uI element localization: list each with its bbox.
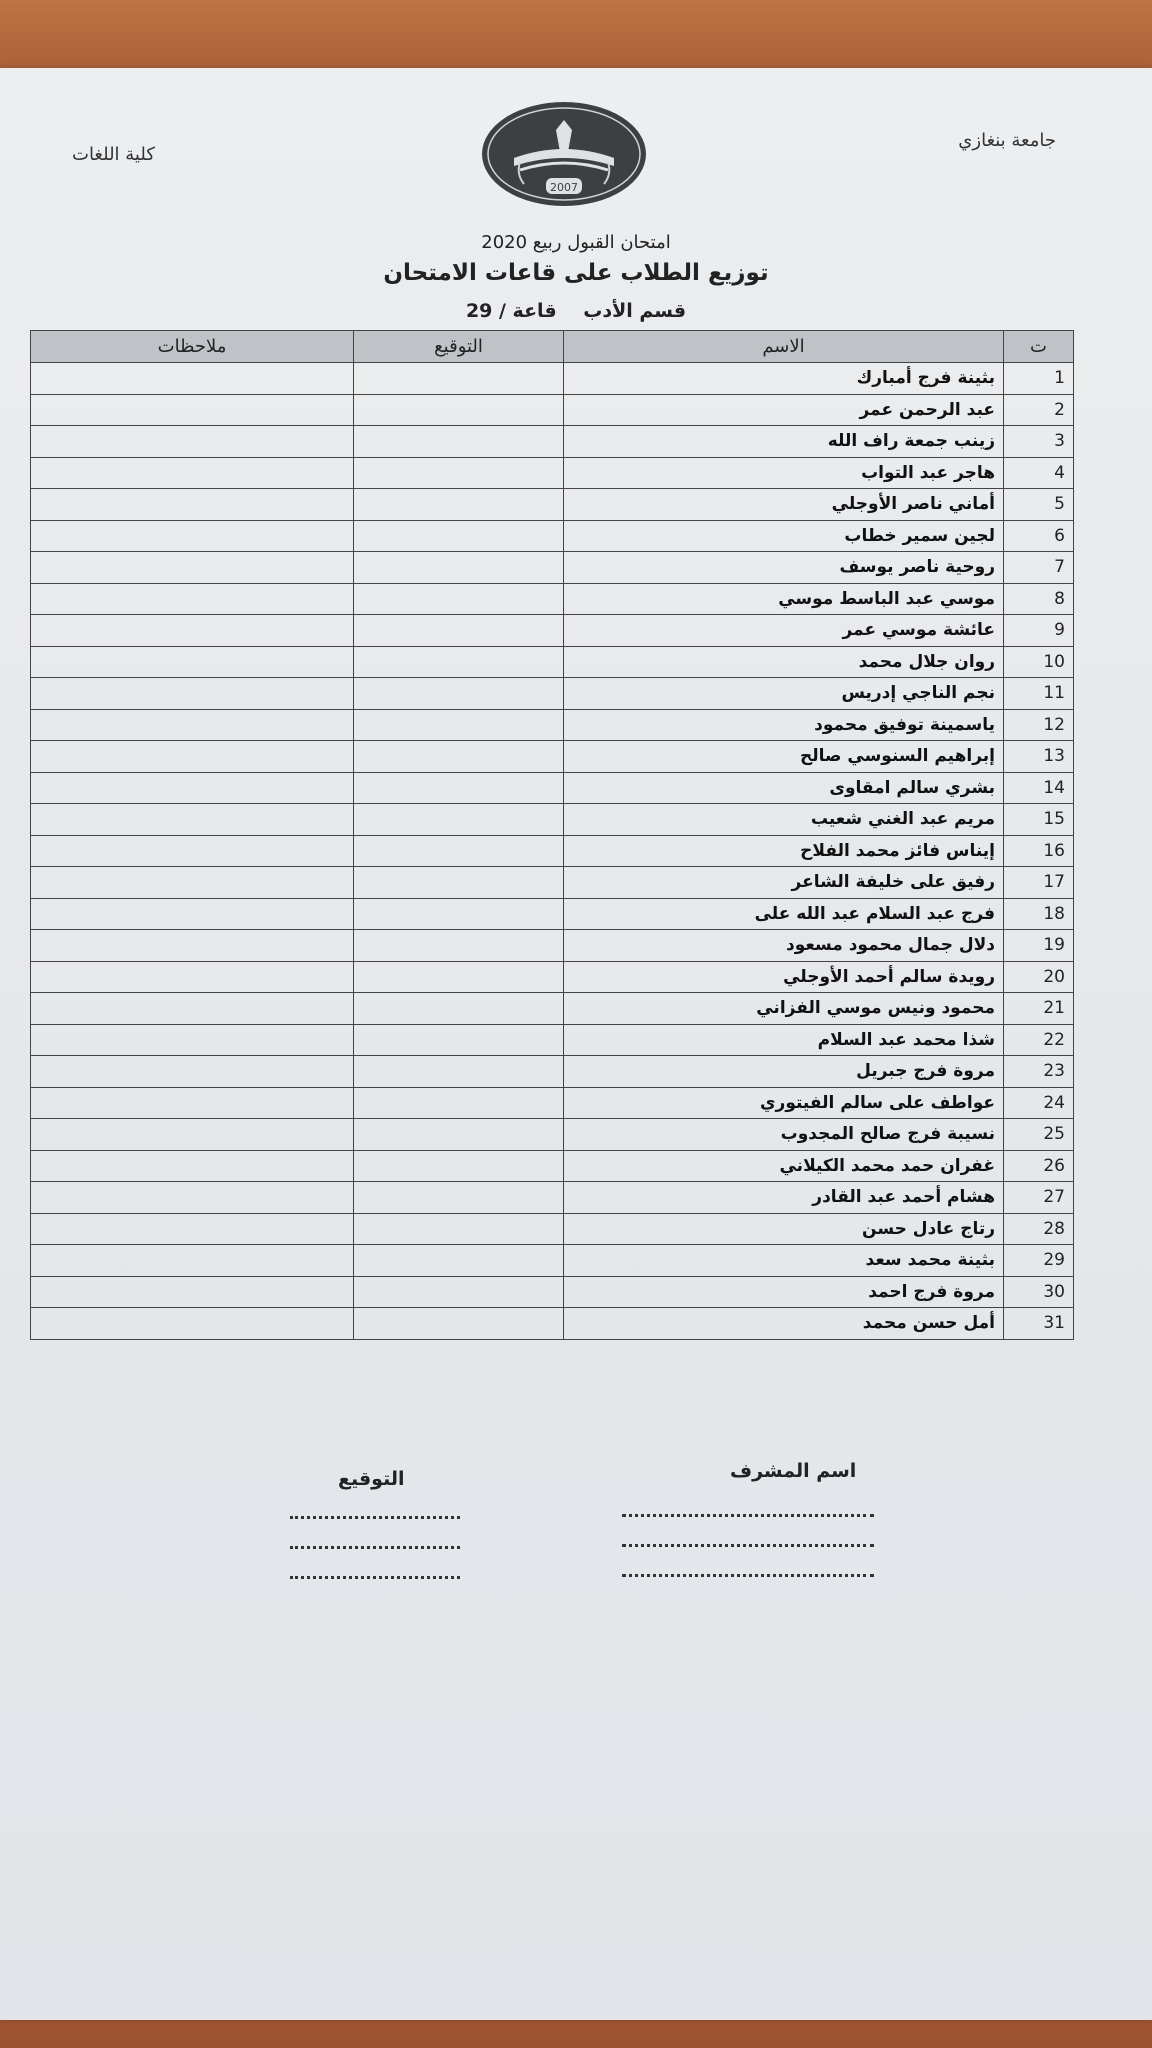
signature-cell [354,709,564,741]
table-row [31,804,1074,836]
table-row [31,993,1074,1025]
signature-cell [354,646,564,678]
signature-cell [354,426,564,458]
signature-cell [354,772,564,804]
row-number: 28 [1004,1213,1074,1245]
signature-cell [354,1024,564,1056]
table-row [31,583,1074,615]
signature-cell [354,1119,564,1151]
attendance-table [30,330,1074,1340]
notes-cell [31,426,354,458]
row-number: 9 [1004,615,1074,647]
col-name: الاسم [564,331,1004,363]
signature-cell [354,489,564,521]
signature-cell [354,615,564,647]
table-row [31,1150,1074,1182]
student-name: لجين سمير خطاب [564,520,1004,552]
table-row [31,1056,1074,1088]
row-number: 7 [1004,552,1074,584]
row-number: 23 [1004,1056,1074,1088]
row-number: 18 [1004,898,1074,930]
signature-cell [354,1056,564,1088]
signature-cell [354,1182,564,1214]
signature-cell [354,552,564,584]
signature-cell [354,1276,564,1308]
department-label: قسم الأدب [583,300,687,322]
student-name: نسيبة فرج صالح المجدوب [564,1119,1004,1151]
row-number: 21 [1004,993,1074,1025]
notes-cell [31,646,354,678]
signature-cell [354,961,564,993]
notes-cell [31,363,354,395]
student-name: إيناس فائز محمد الفلاح [564,835,1004,867]
student-name: إبراهيم السنوسي صالح [564,741,1004,773]
signature-cell [354,804,564,836]
row-number: 25 [1004,1119,1074,1151]
table-header-row [31,331,1074,363]
signature-cell [354,678,564,710]
notes-cell [31,772,354,804]
row-number: 22 [1004,1024,1074,1056]
student-name: شذا محمد عبد السلام [564,1024,1004,1056]
supervisor-line-1 [622,1514,874,1517]
student-name: أماني ناصر الأوجلي [564,489,1004,521]
notes-cell [31,1182,354,1214]
signature-line-1 [290,1516,460,1519]
notes-cell [31,867,354,899]
row-number: 11 [1004,678,1074,710]
signature-cell [354,394,564,426]
row-number: 30 [1004,1276,1074,1308]
signature-cell [354,930,564,962]
signature-line-3 [290,1576,460,1579]
student-name: مروة فرج جبريل [564,1056,1004,1088]
signature-cell [354,993,564,1025]
student-name: دلال جمال محمود مسعود [564,930,1004,962]
row-number: 15 [1004,804,1074,836]
logo-year: 2007 [550,181,578,194]
table-row [31,394,1074,426]
notes-cell [31,1087,354,1119]
table-row [31,772,1074,804]
signature-cell [354,898,564,930]
row-number: 16 [1004,835,1074,867]
notes-cell [31,898,354,930]
row-number: 8 [1004,583,1074,615]
table-row [31,867,1074,899]
notes-cell [31,520,354,552]
table-row [31,930,1074,962]
signature-cell [354,741,564,773]
row-number: 27 [1004,1182,1074,1214]
student-name: محمود ونيس موسي الفزاني [564,993,1004,1025]
student-name: غفران حمد محمد الكيلاني [564,1150,1004,1182]
department-hall-line [0,300,1152,322]
row-number: 3 [1004,426,1074,458]
notes-cell [31,583,354,615]
student-name: هاجر عبد التواب [564,457,1004,489]
row-number: 2 [1004,394,1074,426]
table-row [31,489,1074,521]
table-row [31,615,1074,647]
row-number: 19 [1004,930,1074,962]
table-row [31,1276,1074,1308]
student-name: روحية ناصر يوسف [564,552,1004,584]
table-row [31,1182,1074,1214]
university-name: جامعة بنغازي [958,130,1056,151]
student-name: رتاج عادل حسن [564,1213,1004,1245]
supervisor-line-2 [622,1544,874,1547]
signature-cell [354,1087,564,1119]
signature-label: التوقيع [338,1468,405,1490]
table-row [31,1213,1074,1245]
notes-cell [31,1056,354,1088]
row-number: 12 [1004,709,1074,741]
row-number: 31 [1004,1308,1074,1340]
supervisor-label: اسم المشرف [730,1460,857,1482]
signature-cell [354,1150,564,1182]
student-name: موسي عبد الباسط موسي [564,583,1004,615]
notes-cell [31,1245,354,1277]
student-name: رويدة سالم أحمد الأوجلي [564,961,1004,993]
paper-sheet [0,68,1152,2020]
row-number: 14 [1004,772,1074,804]
student-name: بثينة محمد سعد [564,1245,1004,1277]
table-row [31,961,1074,993]
student-name: روان جلال محمد [564,646,1004,678]
notes-cell [31,835,354,867]
notes-cell [31,804,354,836]
student-name: فرج عبد السلام عبد الله على [564,898,1004,930]
faculty-logo [480,100,648,208]
student-name: ياسمينة توفيق محمود [564,709,1004,741]
notes-cell [31,457,354,489]
exam-title: امتحان القبول ربيع 2020 [481,232,671,253]
table-row [31,520,1074,552]
row-number: 13 [1004,741,1074,773]
notes-cell [31,930,354,962]
notes-cell [31,394,354,426]
table-row [31,363,1074,395]
notes-cell [31,552,354,584]
row-number: 20 [1004,961,1074,993]
signature-cell [354,1308,564,1340]
student-name: عبد الرحمن عمر [564,394,1004,426]
student-name: عواطف على سالم الفيتوري [564,1087,1004,1119]
faculty-name: كلية اللغات [72,144,155,165]
hall-label: قاعة / 29 [465,300,557,322]
table-body [31,363,1074,1340]
table-row [31,1308,1074,1340]
col-number: ت [1004,331,1074,363]
signature-cell [354,520,564,552]
notes-cell [31,993,354,1025]
notes-cell [31,1024,354,1056]
row-number: 24 [1004,1087,1074,1119]
notes-cell [31,1276,354,1308]
student-name: نجم الناجي إدريس [564,678,1004,710]
notes-cell [31,615,354,647]
row-number: 26 [1004,1150,1074,1182]
signature-cell [354,363,564,395]
row-number: 6 [1004,520,1074,552]
table-row [31,457,1074,489]
signature-cell [354,583,564,615]
notes-cell [31,1213,354,1245]
table-row [31,1119,1074,1151]
supervisor-line-3 [622,1574,874,1577]
signature-cell [354,1245,564,1277]
table-row [31,1024,1074,1056]
row-number: 29 [1004,1245,1074,1277]
notes-cell [31,1150,354,1182]
table-row [31,1087,1074,1119]
student-name: مروة فرج احمد [564,1276,1004,1308]
table-row [31,552,1074,584]
notes-cell [31,1308,354,1340]
student-name: بشري سالم امقاوى [564,772,1004,804]
row-number: 5 [1004,489,1074,521]
student-name: هشام أحمد عبد القادر [564,1182,1004,1214]
student-name: زينب جمعة راف الله [564,426,1004,458]
student-name: أمل حسن محمد [564,1308,1004,1340]
signature-line-2 [290,1546,460,1549]
signature-cell [354,1213,564,1245]
table-row [31,898,1074,930]
table-row [31,1245,1074,1277]
notes-cell [31,709,354,741]
col-signature: التوقيع [354,331,564,363]
student-name: بثينة فرج أمبارك [564,363,1004,395]
table-row [31,835,1074,867]
distribution-title: توزيع الطلاب على قاعات الامتحان [383,260,769,286]
row-number: 1 [1004,363,1074,395]
signature-cell [354,835,564,867]
table-row [31,646,1074,678]
table-row [31,426,1074,458]
row-number: 4 [1004,457,1074,489]
table-row [31,741,1074,773]
table-row [31,678,1074,710]
row-number: 10 [1004,646,1074,678]
notes-cell [31,678,354,710]
table-row [31,709,1074,741]
notes-cell [31,1119,354,1151]
signature-cell [354,457,564,489]
row-number: 17 [1004,867,1074,899]
signature-cell [354,867,564,899]
student-name: مريم عبد الغني شعيب [564,804,1004,836]
notes-cell [31,489,354,521]
student-name: عائشة موسي عمر [564,615,1004,647]
student-name: رفيق على خليفة الشاعر [564,867,1004,899]
notes-cell [31,961,354,993]
notes-cell [31,741,354,773]
col-notes: ملاحظات [31,331,354,363]
